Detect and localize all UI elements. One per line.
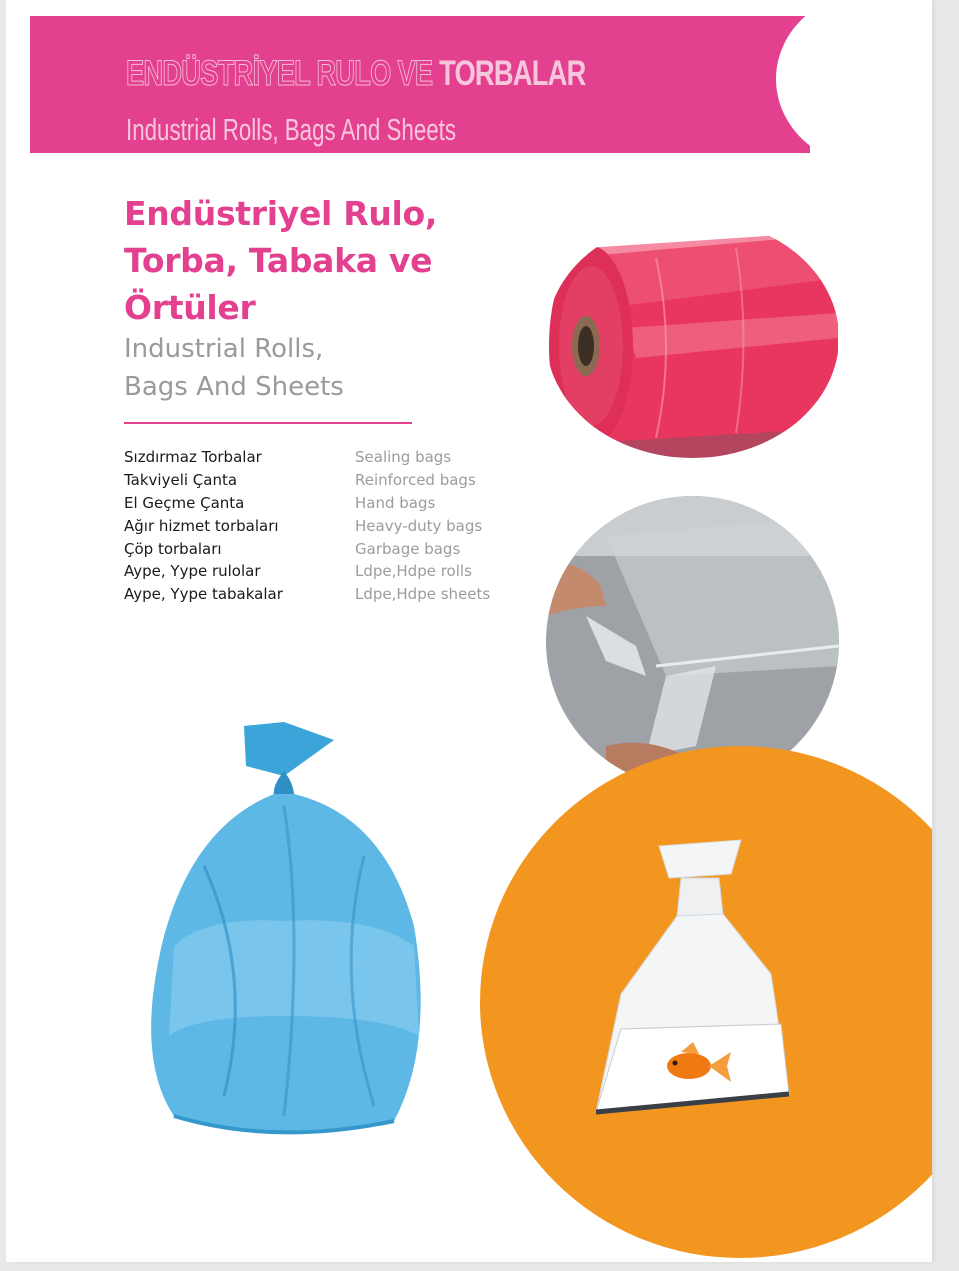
list-item — [124, 514, 544, 537]
product-name-tr: Aype, Yype rulolar — [124, 562, 261, 581]
section-subtitle — [124, 330, 344, 406]
product-name-tr: El Geçme Çanta — [124, 493, 245, 512]
section-title-line: Endüstriyel Rulo, — [124, 194, 438, 233]
product-name-en: Ldpe,Hdpe rolls — [355, 562, 472, 581]
list-item — [124, 583, 544, 606]
product-name-en: Heavy-duty bags — [355, 516, 483, 535]
section-title-line: Örtüler — [124, 288, 256, 327]
list-item — [124, 446, 544, 469]
banner-title-solid: TORBALAR — [439, 54, 586, 93]
plastic-sheet-image — [546, 496, 839, 788]
product-name-en: Sealing bags — [355, 448, 452, 467]
goldfish-bag-image — [581, 834, 811, 1118]
product-name-en: Reinforced bags — [355, 471, 476, 490]
banner-title-outline: ENDÜSTRİYEL RULO VE — [126, 54, 433, 93]
section-subtitle-line: Industrial Rolls, — [124, 334, 324, 364]
list-item — [124, 492, 544, 515]
product-name-tr: Sızdırmaz Torbalar — [124, 448, 262, 467]
header-banner — [30, 16, 810, 153]
banner-subtitle: Industrial Rolls, Bags And Sheets — [126, 112, 457, 147]
pink-roll-image — [546, 218, 839, 458]
list-item — [124, 537, 544, 560]
section-subtitle-line: Bags And Sheets — [124, 372, 344, 402]
product-list — [124, 446, 544, 606]
product-name-en: Ldpe,Hdpe sheets — [355, 585, 491, 604]
section-title-line: Torba, Tabaka ve — [124, 241, 433, 280]
product-name-tr: Ağır hizmet torbaları — [124, 516, 279, 535]
list-item — [124, 469, 544, 492]
product-name-en: Garbage bags — [355, 539, 461, 558]
product-name-tr: Çöp torbaları — [124, 539, 222, 558]
list-item — [124, 560, 544, 583]
blue-garbage-bag-image — [134, 716, 434, 1144]
banner-title — [126, 54, 586, 94]
product-name-en: Hand bags — [355, 493, 436, 512]
product-name-tr: Takviyeli Çanta — [124, 471, 238, 490]
product-name-tr: Aype, Yype tabakalar — [124, 585, 283, 604]
section-title — [124, 190, 437, 331]
brochure-page — [6, 0, 932, 1262]
title-divider — [124, 422, 412, 424]
